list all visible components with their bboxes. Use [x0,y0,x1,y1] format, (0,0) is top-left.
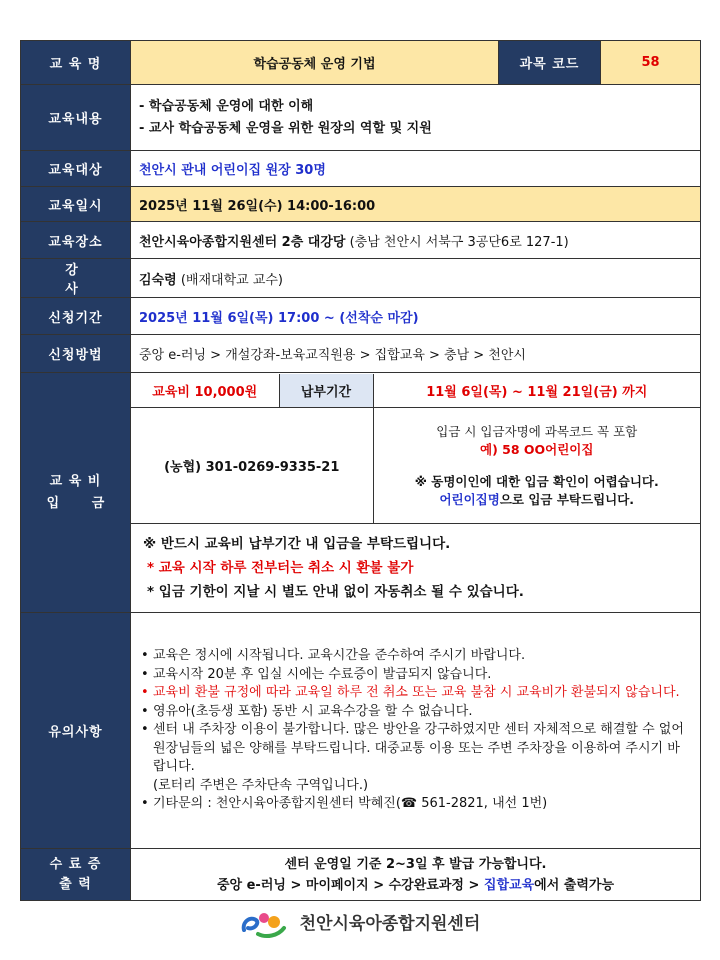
notes-label: 유의사항 [21,613,131,849]
lecturer-value [131,259,701,298]
certificate-path-highlight: 집합교육 [483,877,535,893]
notes-list [141,647,690,814]
note-item: (로터리 주변은 주차단속 구역입니다.) [153,777,369,793]
place-address: (충남 천안시 서북구 3공단6로 127-1) [345,234,569,250]
deposit-note: 입금 시 입금자명에 과목코드 꼭 포함 [436,423,638,439]
note-item: • 교육시작 20분 후 입실 시에는 수료증이 발급되지 않습니다. [141,666,690,685]
footer-org-name: 천안시육아종합지원센터 [299,914,481,934]
fee-period-label: 납부기간 [279,374,373,408]
deposit-note [380,491,695,509]
place-value [131,222,701,259]
note-item: • 교육비 환불 규정에 따라 교육일 하루 전 취소 또는 교육 불참 시 교육비가 환불되지 않습니다. [141,684,690,703]
content-label: 교육내용 [21,85,131,151]
date-label: 교육일시 [21,187,131,222]
fee-inner-table [131,374,700,612]
lecturer-label: 강 사 [21,259,131,298]
deposit-notes [373,408,700,524]
course-info-table [20,40,701,901]
certificate-value [131,849,701,901]
notes-block [131,613,701,849]
fee-amount: 교육비 10,000원 [131,374,279,408]
fee-label [21,373,131,613]
note-item: • 영유아(초등생 포함) 동반 시 교육수강을 할 수 없습니다. [141,703,690,722]
target-value: 천안시 관내 어린이집 원장 30명 [131,151,701,187]
deposit-note-highlight: 어린이집명 [439,491,500,507]
lecturer-affiliation: (배재대학교 교수) [176,272,284,288]
fee-warning: * 교육 시작 하루 전부터는 취소 시 환불 불가 [147,559,414,576]
certificate-label-line: 출 력 [59,876,92,892]
apply-period-value: 2025년 11월 6일(목) 17:00 ~ (선착순 마감) [131,298,701,335]
place-main: 천안시육아종합지원센터 2층 대강당 [139,234,346,250]
apply-method-value: 중앙 e-러닝 > 개설강좌-보육교직원용 > 집합교육 > 충남 > 천안시 [131,335,701,373]
content-line: - 교사 학습공동체 운영을 위한 원장의 역할 및 지원 [139,120,432,136]
certificate-line [139,875,692,896]
target-label: 교육대상 [21,151,131,187]
place-label: 교육장소 [21,222,131,259]
course-code: 58 [601,41,701,85]
note-item: • 센터 내 주차장 이용이 불가합니다. 많은 방안을 강구하였지만 센터 자체적으로 해결할 수 없어 원장님들의 넓은 양해를 부탁드립니다. 대중교통 이용 또는 주변 주차장을 이용하여 주시기 바랍니다. [141,721,690,777]
course-title: 학습공동체 운영 기법 [131,41,499,85]
deposit-note-text: 으로 입금 부탁드립니다. [499,491,635,507]
date-value: 2025년 11월 26일(수) 14:00-16:00 [131,187,701,222]
fee-warnings [131,524,700,612]
course-name-label: 교 육 명 [21,41,131,85]
fee-label-line: 입 금 [46,495,119,511]
certificate-path: 중앙 e-러닝 > 마이페이지 > 수강완료과정 > [216,877,484,893]
fee-warning: ※ 반드시 교육비 납부기간 내 입금을 부탁드립니다. [143,535,451,552]
note-item: • 교육은 정시에 시작됩니다. 교육시간을 준수하여 주시기 바랍니다. [141,647,690,666]
certificate-label [21,849,131,901]
content-value [131,85,701,151]
footer [0,908,720,940]
note-item: • 기타문의 : 천안시육아종합지원센터 박혜진(☎ 561-2821, 내선 1번) [141,795,690,814]
content-line: - 학습공동체 운영에 대한 이해 [139,98,314,114]
certificate-label-line: 수 료 증 [49,856,102,872]
bank-account: (농협) 301-0269-9335-21 [131,408,373,524]
fee-period: 11월 6일(목) ~ 11월 21일(금) 까지 [373,374,700,408]
course-code-label: 과목 코드 [499,41,601,85]
certificate-line: 센터 운영일 기준 2~3일 후 발급 가능합니다. [284,856,547,872]
deposit-note: ※ 동명이인에 대한 입금 확인이 어렵습니다. [414,473,659,489]
fee-warning: * 입금 기한이 지날 시 별도 안내 없이 자동취소 될 수 있습니다. [147,583,524,600]
apply-period-label: 신청기간 [21,298,131,335]
center-logo-icon [240,908,288,940]
lecturer-name: 김숙령 [139,272,177,288]
apply-method-label: 신청방법 [21,335,131,373]
fee-block [131,373,701,613]
deposit-example: 예) 58 OO어린이집 [480,441,594,457]
certificate-path-end: 에서 출력가능 [534,877,615,893]
fee-label-line: 교 육 비 [49,473,102,489]
